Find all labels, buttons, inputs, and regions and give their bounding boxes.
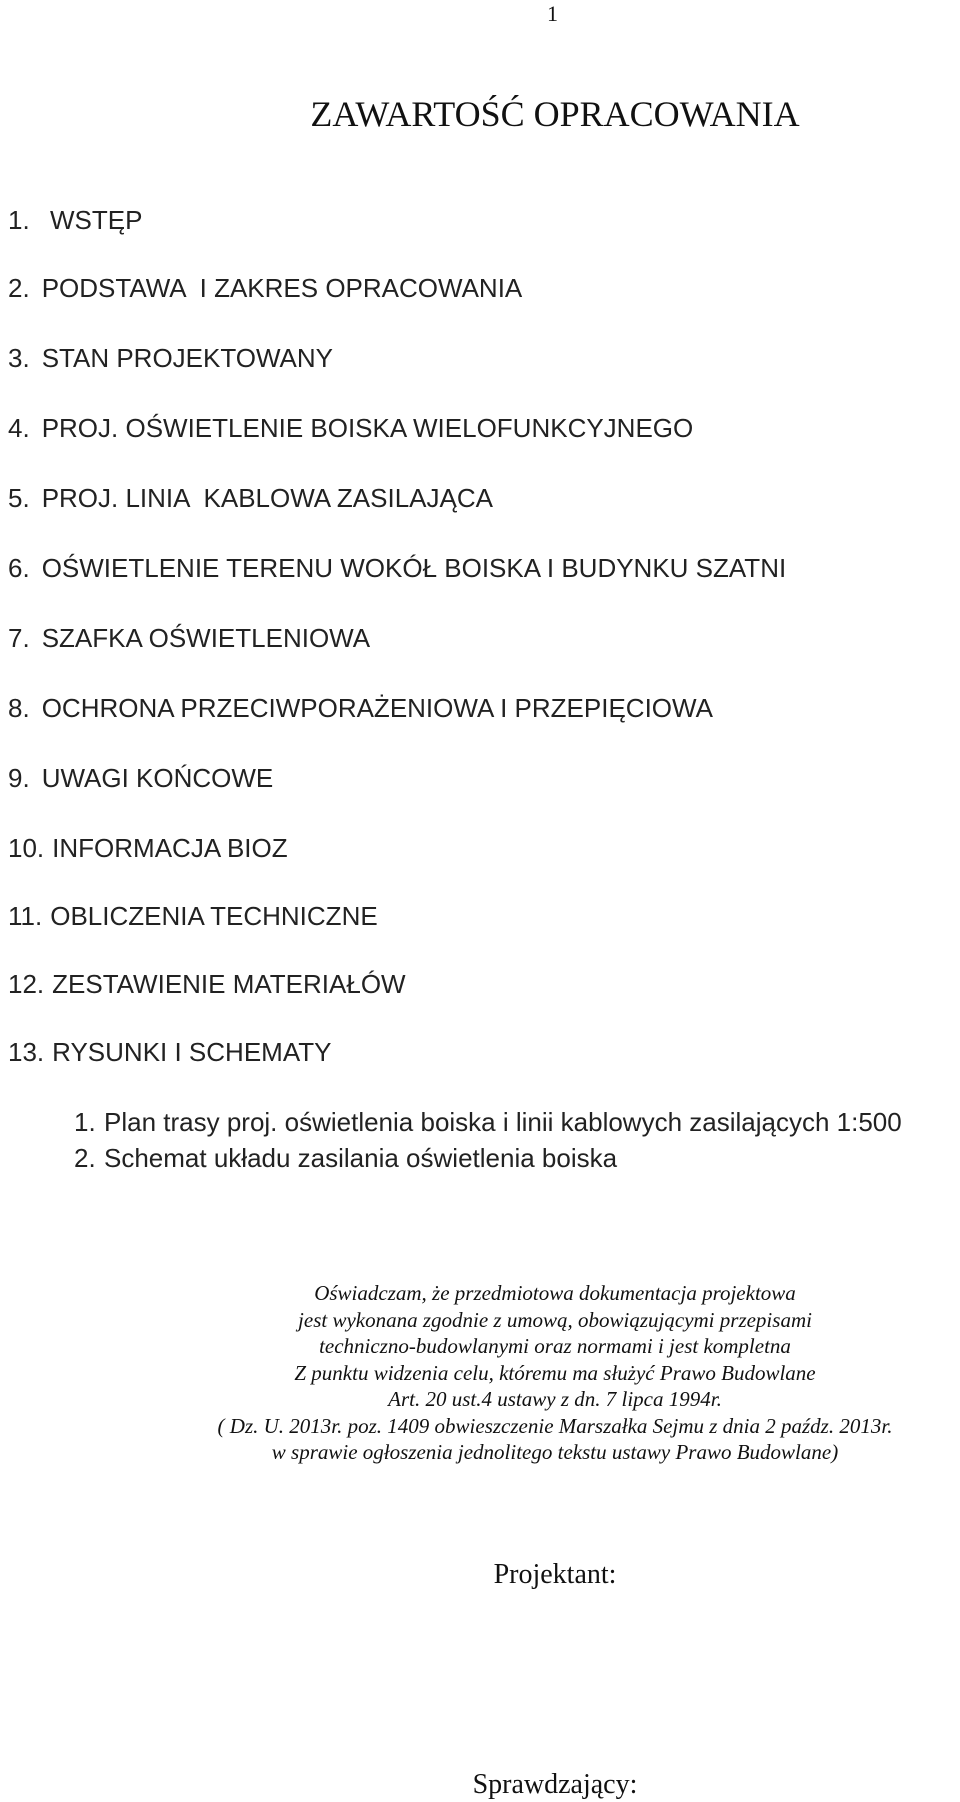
- toc-item-8: [8, 692, 713, 724]
- toc-item-number: 8.: [8, 693, 30, 723]
- statement-line: techniczno-budowlanymi oraz normami i jest kompletna: [319, 1334, 791, 1358]
- toc-item-number: 9.: [8, 763, 30, 793]
- toc-item-12: [8, 968, 406, 1000]
- statement-line: ( Dz. U. 2013r. poz. 1409 obwieszczenie Marszałka Sejmu z dnia 2 paźdz. 2013r.: [217, 1413, 893, 1438]
- toc-item-number: 1.: [8, 205, 30, 235]
- statement-line: Oświadczam, że przedmiotowa dokumentacja projektowa: [314, 1281, 796, 1305]
- toc-item-label: UWAGI KOŃCOWE: [41, 763, 274, 793]
- checker-signature-label: Sprawdzający:: [472, 1769, 638, 1800]
- drawing-item-label: Plan trasy proj. oświetlenia boiska i linii kablowych zasilających 1:500: [104, 1107, 902, 1137]
- toc-item-label: OŚWIETLENIE TERENU WOKÓŁ BOISKA I BUDYNKU SZATNI: [41, 553, 787, 583]
- toc-item-label: WSTĘP: [50, 205, 143, 235]
- toc-item-number: 6.: [8, 553, 30, 583]
- toc-item-number: 2.: [8, 273, 30, 303]
- toc-item-number: 11.: [8, 901, 43, 931]
- toc-item-label: OCHRONA PRZECIWPORAŻENIOWA I PRZEPIĘCIOWA: [41, 693, 713, 723]
- toc-item-label: ZESTAWIENIE MATERIAŁÓW: [52, 969, 406, 999]
- toc-item-number: 13.: [8, 1037, 45, 1067]
- toc-item-1: [8, 204, 142, 236]
- toc-item-label: PODSTAWA I ZAKRES OPRACOWANIA: [41, 273, 523, 303]
- statement-line: Art. 20 ust.4 ustawy z dn. 7 lipca 1994r.: [388, 1387, 722, 1411]
- toc-item-6: [8, 552, 786, 584]
- toc-item-label: PROJ. OŚWIETLENIE BOISKA WIELOFUNKCYJNEGO: [41, 413, 694, 443]
- toc-item-5: [8, 482, 493, 514]
- drawing-item-2: [74, 1142, 617, 1174]
- toc-item-3: [8, 342, 333, 374]
- toc-item-label: RYSUNKI I SCHEMATY: [52, 1037, 332, 1067]
- statement-line: jest wykonana zgodnie z umową, obowiązującymi przepisami: [298, 1307, 812, 1332]
- toc-item-2: [8, 272, 522, 304]
- page-number: 1: [547, 1, 558, 26]
- toc-item-13: [8, 1036, 331, 1068]
- toc-item-9: [8, 762, 273, 794]
- toc-item-number: 12.: [8, 969, 45, 999]
- statement-line: Z punktu widzenia celu, któremu ma służyć Prawo Budowlane: [294, 1360, 816, 1385]
- designer-signature-label: Projektant:: [493, 1559, 617, 1590]
- toc-item-label: STAN PROJEKTOWANY: [41, 343, 334, 373]
- toc-item-number: 5.: [8, 483, 30, 513]
- toc-item-4: [8, 412, 693, 444]
- toc-item-label: PROJ. LINIA KABLOWA ZASILAJĄCA: [41, 483, 493, 513]
- toc-item-number: 7.: [8, 623, 30, 653]
- drawing-item-label: Schemat układu zasilania oświetlenia boiska: [104, 1143, 618, 1173]
- statement-line: w sprawie ogłoszenia jednolitego tekstu ustawy Prawo Budowlane): [271, 1440, 839, 1464]
- drawing-item-1: [74, 1106, 902, 1138]
- toc-item-label: OBLICZENIA TECHNICZNE: [50, 901, 378, 931]
- designer-statement: [0, 1280, 960, 1466]
- toc-item-number: 4.: [8, 413, 30, 443]
- drawing-item-number: 1.: [74, 1107, 96, 1137]
- drawing-item-number: 2.: [74, 1143, 96, 1173]
- toc-item-7: [8, 622, 370, 654]
- toc-item-10: [8, 832, 288, 864]
- toc-item-number: 3.: [8, 343, 30, 373]
- toc-item-label: INFORMACJA BIOZ: [52, 833, 288, 863]
- toc-item-label: SZAFKA OŚWIETLENIOWA: [41, 623, 371, 653]
- document-title: ZAWARTOŚĆ OPRACOWANIA: [310, 94, 800, 134]
- toc-item-11: [8, 900, 378, 932]
- toc-item-number: 10.: [8, 833, 45, 863]
